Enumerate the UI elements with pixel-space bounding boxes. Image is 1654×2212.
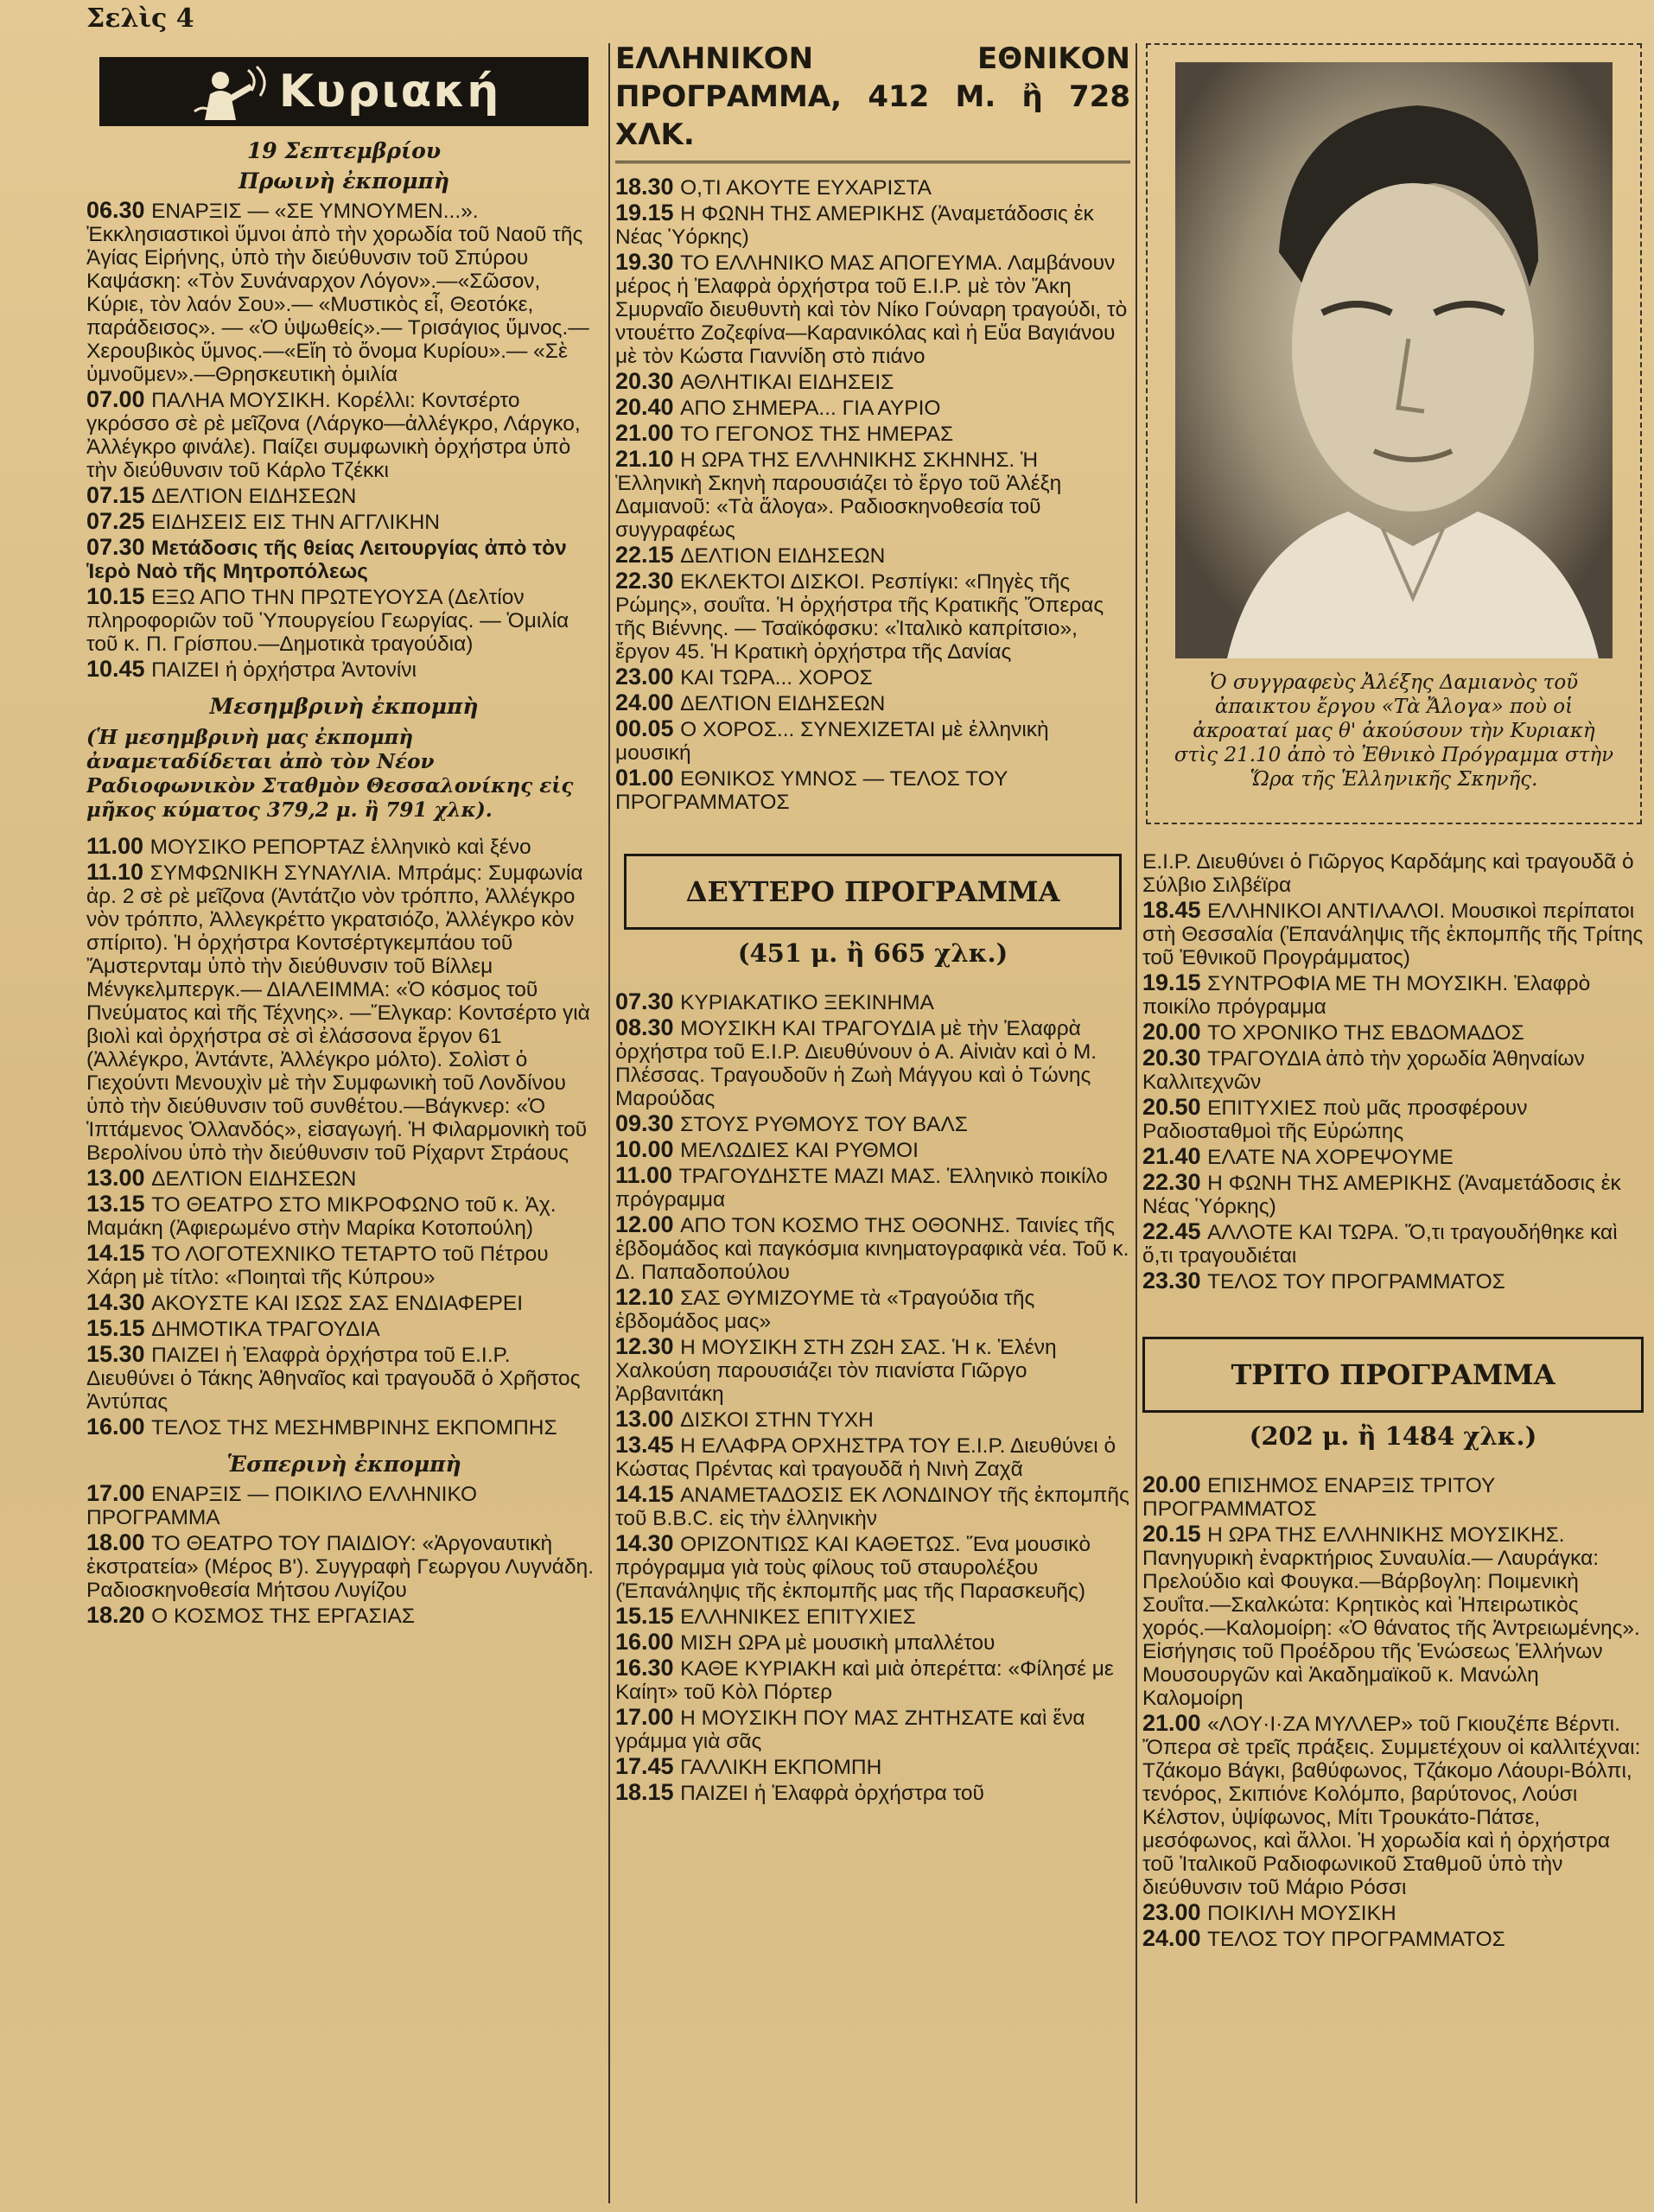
program-time: 07.30 — [615, 988, 681, 1014]
program-time: 20.15 — [1142, 1521, 1208, 1547]
program-time: 07.30 — [86, 534, 152, 560]
program-description: ΤΟ ΧΡΟΝΙΚΟ ΤΗΣ ΕΒΔΟΜΑΔΟΣ — [1207, 1021, 1524, 1045]
program-description: ΠΑΙΖΕΙ ἡ Ἐλαφρὰ ὀρχήστρα τοῦ — [680, 1782, 984, 1805]
evening-program-list — [86, 1482, 601, 1628]
program-entry — [86, 1415, 601, 1440]
column-rule-2 — [1136, 43, 1137, 2203]
program-description: ΣΥΜΦΩΝΙΚΗ ΣΥΝΑΥΛΙΑ. Μπράμς: Συμφωνία ἀρ. 2 σὲ ρὲ μεῖζονα (Ἀντάτζιο νὸν τρόππο, Ἀλλέγκρο νὸν τρόππο, Ἀλλεγκρέττο γκρατσιόζο, Ἀλλέγκρο κὸν σπίριτο). Ἡ ὀρχήστρα Κοντσέρτγκεμπάου τοῦ Ἄμστερνταμ ὑπὸ τὴν διεύθυνσιν τοῦ Βίλλεμ Μένγκελμπεργκ.— ΔΙΑΛΕΙΜΜΑ: «Ὁ κόσμος τοῦ Πνεύματος καὶ τῆς Τέχνης». —Ἔλγκαρ: Κοντσέρτο γιὰ βιολὶ καὶ ὀρχήστρα σὲ σὶ ἐλάσσονα ἔργον 61 (Ἀλλέγκρο, Ἀντάντε, Ἀλλέγκρο μόλτο). Σολὶστ ὁ Γιεχούντι Μενουχὶν μὲ τὴν Συμφωνικὴ τοῦ Λονδίνου ὑπὸ τὴν διεύθυνσιν τοῦ συνθέτου.—Βάγκνερ: «Ὁ Ἱπτάμενος Ὁλλανδός», εἰσαγωγή. Ἡ Φιλαρμονικὴ τοῦ Βερολίνου ὑπὸ τὴν διεύθυνσιν τοῦ Ρίχαρντ Στράους — [86, 861, 590, 1165]
program-description: Η ΩΡΑ ΤΗΣ ΕΛΛΗΝΙΚΗΣ ΜΟΥΣΙΚΗΣ. Πανηγυρικὴ ἐναρκτήριος Συναυλία.— Λαυράγκα: Πρελούδιο καὶ Φουγκα.—Βάρβογλη: Ποιμενικὴ Σουΐτα.—Σκαλκώτα: Κρητικὸς καὶ Ἠπειρωτικὸς χορός.—Καλομοίρη: «Ὁ θάνατος τῆς Ἀντρειωμένης». Εἰσήγησις τοῦ Προέδρου τῆς Ἑνώσεως Ἑλλήνων Μουσουργῶν καὶ Ἀκαδημαϊκοῦ κ. Μανώλη Καλομοίρη — [1142, 1523, 1640, 1710]
national-program-heading: ΕΛΛΗΝΙΚΟΝ ΕΘΝΙΚΟΝ ΠΡΟΓΡΑΜΜΑ, 412 Μ. ἢ 728 ΧΛΚ. — [615, 40, 1130, 163]
program-description: ΔΕΛΤΙΟΝ ΕΙΔΗΣΕΩΝ — [151, 485, 357, 508]
program-entry — [615, 717, 1130, 765]
program-time: 15.30 — [86, 1341, 152, 1367]
program-entry — [86, 1291, 601, 1315]
column-rule-1 — [608, 43, 610, 2203]
program-time: 14.15 — [86, 1240, 152, 1266]
program-description: ΚΑΘΕ ΚΥΡΙΑΚΗ καὶ μιὰ ὀπερέττα: «Φίλησέ με Καίητ» τοῦ Κὸλ Πόρτερ — [615, 1657, 1114, 1704]
program-entry — [615, 1138, 1130, 1162]
program-entry — [615, 175, 1130, 200]
program-time: 23.00 — [615, 664, 681, 690]
program-entry — [615, 370, 1130, 394]
program-entry — [86, 199, 601, 386]
program-description: ΕΝΑΡΞΙΣ — ΠΟΙΚΙΛΟ ΕΛΛΗΝΙΚΟ ΠΡΟΓΡΑΜΜΑ — [86, 1483, 478, 1529]
program-entry — [615, 1408, 1130, 1432]
program-description: ΕΠΙΣΗΜΟΣ ΕΝΑΡΞΙΣ ΤΡΙΤΟΥ ΠΡΟΓΡΑΜΜΑΤΟΣ — [1142, 1474, 1495, 1521]
program-description: ΠΑΛΗΑ ΜΟΥΣΙΚΗ. Κορέλλι: Κοντσέρτο γκρόσσο σὲ ρὲ μεῖζονα (Λάργκο—ἀλλέγκρο, Λάργκο, Ἀλλέγκρο φινάλε). Παίζει συμφωνικὴ ὀρχήστρα ὑπὸ τὴν διεύθυνσιν τοῦ Κάρλο Τζέκκι — [86, 389, 581, 482]
evening-section-title: Ἑσπερινὴ ἐκπομπὴ — [226, 1452, 461, 1477]
program-time: 16.00 — [615, 1629, 681, 1655]
program-entry — [615, 543, 1130, 568]
program-entry — [1142, 971, 1644, 1019]
program-description: ΜΕΛΩΔΙΕΣ ΚΑΙ ΡΥΘΜΟΙ — [680, 1139, 919, 1162]
program-time: 21.10 — [615, 446, 681, 472]
program-entry — [1142, 1046, 1644, 1094]
program-time: 14.30 — [615, 1530, 681, 1556]
date-heading: 19 Σεπτεμβρίου — [246, 138, 442, 163]
program-description: ΓΑΛΛΙΚΗ ΕΚΠΟΜΠΗ — [680, 1756, 882, 1779]
program-time: 16.30 — [615, 1655, 681, 1681]
program-time: 11.00 — [615, 1162, 679, 1188]
program-description: Η ΩΡΑ ΤΗΣ ΕΛΛΗΝΙΚΗΣ ΣΚΗΝΗΣ. Ἡ Ἑλληνικὴ Σκηνὴ παρουσιάζει τὸ ἔργο τοῦ Ἀλέξη Δαμιανοῦ: «Τὰ ἄλογα». Ραδιοσκηνοθεσία τοῦ συγγραφέως — [615, 448, 1062, 542]
author-portrait-image — [1175, 62, 1613, 658]
program-description: ΚΥΡΙΑΚΑΤΙΚΟ ΞΕΚΙΝΗΜΑ — [680, 991, 934, 1014]
third-program-frequency: (202 μ. ἢ 1484 χλκ.) — [1249, 1421, 1537, 1451]
program-entry — [615, 990, 1130, 1014]
program-entry — [615, 1605, 1130, 1629]
program-time: 17.45 — [615, 1753, 681, 1779]
program-entry — [1142, 1473, 1644, 1521]
program-time: 12.00 — [615, 1211, 681, 1237]
program-entry — [1142, 1927, 1644, 1951]
program-time: 15.15 — [615, 1603, 681, 1629]
second-program-continued-list — [1142, 899, 1644, 1294]
second-program-list — [615, 990, 1130, 1805]
program-entry — [615, 1755, 1130, 1779]
page-number: Σελὶς 4 — [86, 3, 194, 34]
program-time: 13.00 — [615, 1406, 681, 1432]
program-description: ΔΕΛΤΙΟΝ ΕΙΔΗΣΕΩΝ — [680, 544, 886, 568]
column-national-second — [615, 40, 1130, 2205]
sunday-banner — [99, 57, 588, 126]
banner-title: Κυριακή — [278, 66, 501, 118]
program-description: ΤΕΛΟΣ ΤΗΣ ΜΕΣΗΜΒΡΙΝΗΣ ΕΚΠΟΜΠΗΣ — [151, 1416, 557, 1440]
program-description: ΔΕΛΤΙΟΝ ΕΙΔΗΣΕΩΝ — [680, 692, 886, 715]
program-description: ΔΕΛΤΙΟΝ ΕΙΔΗΣΕΩΝ — [151, 1167, 357, 1191]
program-description: Η ΦΩΝΗ ΤΗΣ ΑΜΕΡΙΚΗΣ (Ἀναμετάδοσις ἐκ Νέας Ὑόρκης) — [1142, 1172, 1621, 1218]
program-time: 21.00 — [615, 420, 681, 446]
program-entry — [615, 1112, 1130, 1136]
program-entry — [1142, 1901, 1644, 1925]
midday-section-title: Μεσημβρινὴ ἐκπομπὴ — [209, 694, 479, 719]
program-description: ΕΘΝΙΚΟΣ ΥΜΝΟΣ — ΤΕΛΟΣ ΤΟΥ ΠΡΟΓΡΑΜΜΑΤΟΣ — [615, 767, 1008, 814]
program-entry — [1142, 1096, 1644, 1143]
program-description: ΔΙΣΚΟΙ ΣΤΗΝ ΤΥΧΗ — [680, 1408, 874, 1432]
program-entry — [615, 1706, 1130, 1753]
program-description: ΣΑΣ ΘΥΜΙΖΟΥΜΕ τὰ «Τραγούδια τῆς ἑβδομάδος μας» — [615, 1287, 1035, 1333]
morning-section-title: Πρωινὴ ἐκπομπὴ — [238, 168, 450, 194]
program-time: 20.00 — [1142, 1471, 1208, 1497]
program-description: ΤΕΛΟΣ ΤΟΥ ΠΡΟΓΡΑΜΜΑΤΟΣ — [1207, 1928, 1505, 1951]
program-description: ΑΠΟ ΤΟΝ ΚΟΣΜΟ ΤΗΣ ΟΘΟΝΗΣ. Ταινίες τῆς ἑβδομάδος καὶ παγκόσμια κινηματογραφικὰ νέα. Τοῦ κ. Δ. Παπαδοπούλου — [615, 1214, 1129, 1284]
program-entry — [86, 1531, 601, 1602]
program-description: Ο ΚΟΣΜΟΣ ΤΗΣ ΕΡΓΑΣΙΑΣ — [151, 1605, 416, 1628]
program-entry — [615, 1532, 1130, 1603]
program-entry — [86, 1604, 601, 1628]
program-entry — [615, 1286, 1130, 1333]
column-second-cont-third — [1142, 850, 1644, 2205]
program-entry — [615, 1483, 1130, 1530]
program-time: 08.30 — [615, 1014, 681, 1040]
program-description: ΣΥΝΤΡΟΦΙΑ ΜΕ ΤΗ ΜΟΥΣΙΚΗ. Ἐλαφρὸ ποικίλο πρόγραμμα — [1142, 972, 1591, 1019]
program-description: ΜΟΥΣΙΚΗ ΚΑΙ ΤΡΑΓΟΥΔΙΑ μὲ τὴν Ἐλαφρὰ ὀρχήστρα τοῦ Ε.Ι.Ρ. Διευθύνουν ὁ Α. Αἰνιὰν καὶ ὁ Μ. Πλέσσας. Τραγουδοῦν ἡ Ζωὴ Μάγγου καὶ ὁ Τώνης Μαρούδας — [615, 1017, 1097, 1110]
program-time: 22.30 — [1142, 1169, 1208, 1195]
program-entry — [615, 1781, 1130, 1805]
program-description: Η ΦΩΝΗ ΤΗΣ ΑΜΕΡΙΚΗΣ (Ἀναμετάδοσις ἐκ Νέας Ὑόρκης) — [615, 202, 1094, 249]
program-time: 10.45 — [86, 656, 152, 682]
program-entry — [86, 388, 601, 482]
radio-announcer-icon — [188, 61, 274, 122]
program-description: ΤΡΑΓΟΥΔΙΑ ἀπὸ τὴν χορωδία Ἀθηναίων Καλλιτεχνῶν — [1142, 1047, 1585, 1094]
program-description: ΠΑΙΖΕΙ ἡ ὀρχήστρα Ἀντονίνι — [151, 658, 417, 682]
program-entry — [86, 536, 601, 583]
program-description: ΚΑΙ ΤΩΡΑ... ΧΟΡΟΣ — [680, 666, 873, 690]
program-time: 13.15 — [86, 1191, 152, 1217]
program-time: 24.00 — [1142, 1925, 1208, 1951]
program-entry — [615, 1016, 1130, 1110]
midday-note: (Ἡ μεσημβρινὴ μας ἐκπομπὴ ἀναμεταδίδεται ἀπὸ τὸν Νέον Ραδιοφωνικὸν Σταθμὸν Θεσσαλονίκης εἰς μῆκος κύματος 379,2 μ. ἢ 791 χλκ). — [86, 726, 574, 822]
program-description: ΕΙΔΗΣΕΙΣ ΕΙΣ ΤΗΝ ΑΓΓΛΙΚΗΝ — [151, 511, 440, 534]
program-entry — [615, 1630, 1130, 1655]
program-time: 20.50 — [1142, 1094, 1208, 1120]
program-entry — [615, 201, 1130, 249]
program-entry — [615, 448, 1130, 542]
program-time: 17.00 — [86, 1480, 152, 1506]
program-description: ΕΛΛΗΝΙΚΕΣ ΕΠΙΤΥΧΙΕΣ — [680, 1605, 916, 1629]
program-time: 12.10 — [615, 1284, 681, 1310]
program-entry — [86, 1192, 601, 1240]
program-time: 22.45 — [1142, 1218, 1208, 1244]
program-description: ΑΚΟΥΣΤΕ ΚΑΙ ΙΣΩΣ ΣΑΣ ΕΝΔΙΑΦΕΡΕΙ — [151, 1292, 524, 1315]
program-time: 16.00 — [86, 1414, 152, 1440]
morning-program-list — [86, 199, 601, 682]
program-time: 14.30 — [86, 1289, 152, 1315]
program-time: 20.30 — [615, 368, 681, 394]
program-description: ΤΟ ΓΕΓΟΝΟΣ ΤΗΣ ΗΜΕΡΑΣ — [680, 423, 954, 446]
program-entry — [615, 569, 1130, 664]
program-time: 20.40 — [615, 394, 681, 420]
program-entry — [86, 1242, 601, 1289]
program-time: 15.15 — [86, 1315, 152, 1341]
program-description: ΤΟ ΘΕΑΤΡΟ ΤΟΥ ΠΑΙΔΙΟΥ: «Ἀργοναυτικὴ ἐκστρατεία» (Μέρος Β'). Συγγραφὴ Γεωργου Λυγνάδη. Ραδιοσκηνοθεσία Μήτσου Λυγίζου — [86, 1532, 595, 1602]
program-time: 23.30 — [1142, 1268, 1208, 1294]
photo-caption: Ὁ συγγραφεὺς Ἀλέξης Δαμιανὸς τοῦ ἀπαικτου ἔργου «Τὰ Ἄλογα» ποὺ οἱ ἀκροαταί μας θ' ἀκούσουν τὴν Κυριακὴ στὶς 21.10 ἀπὸ τὸ Ἐθνικὸ Πρόγραμμα στὴν Ὥρα τῆς Ἑλληνικῆς Σκηνῆς. — [1174, 671, 1614, 791]
program-time: 22.15 — [615, 542, 681, 568]
program-description: ΠΑΙΖΕΙ ἡ Ἐλαφρὰ ὀρχήστρα τοῦ Ε.Ι.Ρ. Διευθύνει ὁ Τάκης Ἀθηναῖος καὶ τραγουδᾶ ὁ Χρῆστος Ἀντύπας — [86, 1344, 581, 1414]
program-entry — [1142, 1269, 1644, 1294]
program-time: 18.00 — [86, 1529, 152, 1555]
program-time: 13.45 — [615, 1432, 681, 1458]
program-description: Η ΕΛΑΦΡΑ ΟΡΧΗΣΤΡΑ ΤΟΥ Ε.Ι.Ρ. Διευθύνει ὁ Κώστας Πρέντας καὶ τραγουδᾶ ἡ Νινὴ Ζαχᾶ — [615, 1434, 1116, 1481]
third-program-title: ΤΡΙΤΟ ΠΡΟΓΡΑΜΜΑ — [1142, 1337, 1644, 1413]
program-time: 10.00 — [615, 1136, 681, 1162]
program-entry — [86, 1317, 601, 1341]
program-entry — [615, 1164, 1130, 1211]
continuation-label: Ε.Ι.Ρ. Διευθύνει ὁ Γιῶργος Καρδάμης καὶ τραγουδᾶ ὁ Σύλβιο Σιλβέϊρα — [1142, 850, 1634, 897]
program-entry — [615, 665, 1130, 690]
program-time: 00.05 — [615, 715, 681, 741]
program-time: 18.15 — [615, 1779, 681, 1805]
program-entry — [615, 1656, 1130, 1704]
column-morning-midday — [86, 54, 601, 2205]
author-photo-box — [1146, 43, 1642, 824]
program-time: 06.30 — [86, 197, 152, 223]
program-entry — [1142, 1712, 1644, 1899]
program-description: Ο ΧΟΡΟΣ... ΣΥΝΕΧΙΖΕΤΑΙ μὲ ἑλληνικὴ μουσική — [615, 718, 1049, 765]
program-entry — [86, 1166, 601, 1191]
program-description: ΕΠΙΤΥΧΙΕΣ ποὺ μᾶς προσφέρουν Ραδιοσταθμοὶ τῆς Εὐρώπης — [1142, 1096, 1528, 1143]
program-time: 22.30 — [615, 568, 681, 594]
program-time: 11.00 — [86, 833, 150, 859]
program-entry — [86, 835, 601, 859]
program-entry — [1142, 1020, 1644, 1045]
program-entry — [1142, 1522, 1644, 1710]
program-time: 01.00 — [615, 765, 681, 791]
program-entry — [1142, 899, 1644, 969]
program-description: Μετάδοσις τῆς θείας Λειτουργίας ἀπὸ τὸν Ἱερὸ Ναὸ τῆς Μητροπόλεως — [86, 537, 567, 583]
program-time: 21.00 — [1142, 1710, 1208, 1736]
program-time: 12.30 — [615, 1333, 681, 1359]
program-time: 17.00 — [615, 1704, 681, 1730]
program-description: ΑΠΟ ΣΗΜΕΡΑ... ΓΙΑ ΑΥΡΙΟ — [680, 397, 941, 420]
program-description: ΣΤΟΥΣ ΡΥΘΜΟΥΣ ΤΟΥ ΒΑΛΣ — [680, 1113, 968, 1136]
program-time: 14.15 — [615, 1481, 681, 1507]
program-entry — [615, 1335, 1130, 1406]
program-description: ΕΚΛΕΚΤΟΙ ΔΙΣΚΟΙ. Ρεσπίγκι: «Πηγὲς τῆς Ρώμης», σουΐτα. Ἡ ὀρχήστρα τῆς Κρατικῆς Ὄπερας τῆς Βιέννης. — Τσαϊκόφσκυ: «Ἰταλικὸ καπρίτσιο», ἔργον 45. Ἡ Κρατικὴ ὀρχήστρα τῆς Δανίας — [615, 570, 1104, 664]
program-description: ΟΡΙΖΟΝΤΙΩΣ ΚΑΙ ΚΑΘΕΤΩΣ. Ἕνα μουσικὸ πρόγραμμα γιὰ τοὺς φίλους τοῦ σταυρολέξου (Ἐπανάληψις τῆς ἐκπομπῆς μας τῆς Παρασκευῆς) — [615, 1533, 1091, 1603]
program-entry — [86, 510, 601, 534]
program-time: 18.45 — [1142, 897, 1208, 923]
program-time: 11.10 — [86, 859, 150, 885]
program-entry — [615, 1213, 1130, 1284]
program-description: ΤΟ ΛΟΓΟΤΕΧΝΙΚΟ ΤΕΤΑΡΤΟ τοῦ Πέτρου Χάρη μὲ τίτλο: «Ποιηταὶ τῆς Κύπρου» — [86, 1243, 549, 1289]
program-time: 18.30 — [615, 174, 681, 200]
program-entry — [86, 1482, 601, 1529]
program-time: 20.00 — [1142, 1019, 1208, 1045]
program-entry — [615, 251, 1130, 368]
program-time: 20.30 — [1142, 1045, 1208, 1071]
program-time: 24.00 — [615, 690, 681, 715]
program-description: ΑΘΛΗΤΙΚΑΙ ΕΙΔΗΣΕΙΣ — [680, 371, 894, 394]
program-time: 07.25 — [86, 508, 152, 534]
program-time: 07.00 — [86, 386, 152, 412]
national-program-list — [615, 175, 1130, 814]
program-time: 18.20 — [86, 1602, 152, 1628]
program-entry — [1142, 1145, 1644, 1169]
program-description: ΤΟ ΕΛΛΗΝΙΚΟ ΜΑΣ ΑΠΟΓΕΥΜΑ. Λαμβάνουν μέρος ἡ Ἐλαφρὰ ὀρχήστρα τοῦ Ε.Ι.Ρ. μὲ τὸν Ἄκη Σμυρναῖο διευθυντὴ καὶ τὸν Νίκο Γούναρη τραγούδι, τὸ ντουέττο Ζοζεφίνα—Καρανικόλας καὶ ἡ Εὔα Βαγιάνου μὲ τὸν Κώστα Γιαννίδη στὸ πιάνο — [615, 251, 1128, 368]
program-description: Η ΜΟΥΣΙΚΗ ΠΟΥ ΜΑΣ ΖΗΤΗΣΑΤΕ καὶ ἕνα γράμμα γιὰ σᾶς — [615, 1707, 1085, 1753]
program-description: ΕΛΑΤΕ ΝΑ ΧΟΡΕΨΟΥΜΕ — [1207, 1146, 1454, 1169]
program-description: Ο,ΤΙ ΑΚΟΥΤΕ ΕΥΧΑΡΙΣΤΑ — [680, 176, 932, 200]
program-entry — [86, 484, 601, 508]
program-entry — [615, 1433, 1130, 1481]
program-time: 19.30 — [615, 249, 681, 275]
program-time: 23.00 — [1142, 1899, 1208, 1925]
program-entry — [615, 396, 1130, 420]
program-description: ΜΙΣΗ ΩΡΑ μὲ μουσικὴ μπαλλέτου — [680, 1631, 996, 1655]
program-entry — [86, 585, 601, 656]
program-description: Η ΜΟΥΣΙΚΗ ΣΤΗ ΖΩΗ ΣΑΣ. Ἡ κ. Ἑλένη Χαλκούση παρουσιάζει τὸν πιανίστα Γιῶργο Ἀρβανιτάκη — [615, 1336, 1057, 1406]
program-entry — [1142, 1171, 1644, 1218]
program-time: 07.15 — [86, 482, 152, 508]
continuation-text — [1142, 850, 1644, 897]
program-description: ΕΞΩ ΑΠΟ ΤΗΝ ΠΡΩΤΕΥΟΥΣΑ (Δελτίον πληροφοριῶν τοῦ Ὑπουργείου Γεωργίας. — Ὁμιλία τοῦ κ. Π. Γρίσπου.—Δημοτικὰ τραγούδια) — [86, 586, 569, 656]
program-description: ΜΟΥΣΙΚΟ ΡΕΠΟΡΤΑΖ ἑλληνικὸ καὶ ξένο — [149, 836, 531, 859]
program-description: «ΛΟΥ·Ι·ΖΑ ΜΥΛΛΕΡ» τοῦ Γκιουζέπε Βέρντι. Ὄπερα σὲ τρεῖς πράξεις. Συμμετέχουν οἱ καλλιτέχναι: Τζάκομο Βάγκι, βαθύφωνος, Τζάκομο Λάουρι-Βόλπι, τενόρος, Σκιπιόνε Κολόμπο, βαρύτονος, Λούσι Κέλστον, ὑψίφωνος, Μίτι Τρουκάτο-Πάτσε, μεσόφωνος, καὶ ἄλλοι. Ἡ χορωδία καὶ ἡ ὀρχήστρα τοῦ Ἰταλικοῦ Ραδιοφωνικοῦ Σταθμοῦ ὑπὸ τὴν διεύθυνσιν τοῦ Μάριο Ρόσσι — [1142, 1713, 1641, 1899]
program-description: ΔΗΜΟΤΙΚΑ ΤΡΑΓΟΥΔΙΑ — [151, 1318, 380, 1341]
third-program-list — [1142, 1473, 1644, 1951]
program-entry — [615, 691, 1130, 715]
program-description: ΤΕΛΟΣ ΤΟΥ ΠΡΟΓΡΑΜΜΑΤΟΣ — [1207, 1270, 1505, 1294]
program-entry — [86, 658, 601, 682]
program-time: 19.15 — [615, 200, 681, 226]
program-time: 13.00 — [86, 1165, 152, 1191]
second-program-title: ΔΕΥΤΕΡΟ ΠΡΟΓΡΑΜΜΑ — [624, 854, 1122, 930]
program-entry — [1142, 1220, 1644, 1268]
program-time: 10.15 — [86, 583, 152, 609]
program-description: ΑΛΛΟΤΕ ΚΑΙ ΤΩΡΑ. Ὅ,τι τραγουδήθηκε καὶ ὅ,τι τραγουδιέται — [1142, 1221, 1618, 1268]
program-description: ΤΟ ΘΕΑΤΡΟ ΣΤΟ ΜΙΚΡΟΦΩΝΟ τοῦ κ. Ἀχ. Μαμάκη (Ἀφιερωμένο στὴν Μαρίκα Κοτοπούλη) — [86, 1193, 557, 1240]
program-description: ΕΛΛΗΝΙΚΟΙ ΑΝΤΙΛΑΛΟΙ. Μουσικοὶ περίπατοι στὴ Θεσσαλία (Ἐπανάληψις τῆς ἐκπομπῆς τῆς Τρίτης τοῦ Ἐθνικοῦ Προγράμματος) — [1142, 899, 1644, 969]
program-description: ΠΟΙΚΙΛΗ ΜΟΥΣΙΚΗ — [1207, 1902, 1396, 1925]
program-entry — [615, 422, 1130, 446]
midday-program-list — [86, 835, 601, 1440]
program-entry — [86, 861, 601, 1165]
program-time: 21.40 — [1142, 1143, 1208, 1169]
program-description: ΕΝΑΡΞΙΣ — «ΣΕ ΥΜΝΟΥΜΕΝ...». Ἐκκλησιαστικοὶ ὕμνοι ἀπὸ τὴν χορωδία τοῦ Ναοῦ τῆς Ἁγίας Εἰρήνης, ὑπὸ τὴν διεύθυνσιν τοῦ Σπύρου Καψάσκη: «Τὸν Συνάναρχον Λόγον».—«Σῶσον, Κύριε, τὸν λαόν Σου».— «Μυστικὸς εἶ, Θεοτόκε, παράδεισος». — «Ὁ ὑψωθείς».— Τρισάγιος ὕμνος.— Χερουβικὸς ὕμνος.—«Εἴη τὸ ὄνομα Κυρίου».— «Σὲ ὑμνοῦμεν».—Θρησκευτικὴ ὁμιλία — [86, 200, 589, 386]
program-description: ΑΝΑΜΕΤΑΔΟΣΙΣ ΕΚ ΛΟΝΔΙΝΟΥ τῆς ἐκπομπῆς τοῦ B.B.C. εἰς τὴν ἑλληνικὴν — [615, 1484, 1129, 1530]
program-description: ΤΡΑΓΟΥΔΗΣΤΕ ΜΑΖΙ ΜΑΣ. Ἑλληνικὸ ποικίλο πρόγραμμα — [615, 1165, 1108, 1211]
second-program-frequency: (451 μ. ἢ 665 χλκ.) — [737, 938, 1008, 968]
program-time: 09.30 — [615, 1110, 681, 1136]
program-entry — [86, 1343, 601, 1414]
program-time: 19.15 — [1142, 969, 1208, 995]
program-entry — [615, 766, 1130, 814]
